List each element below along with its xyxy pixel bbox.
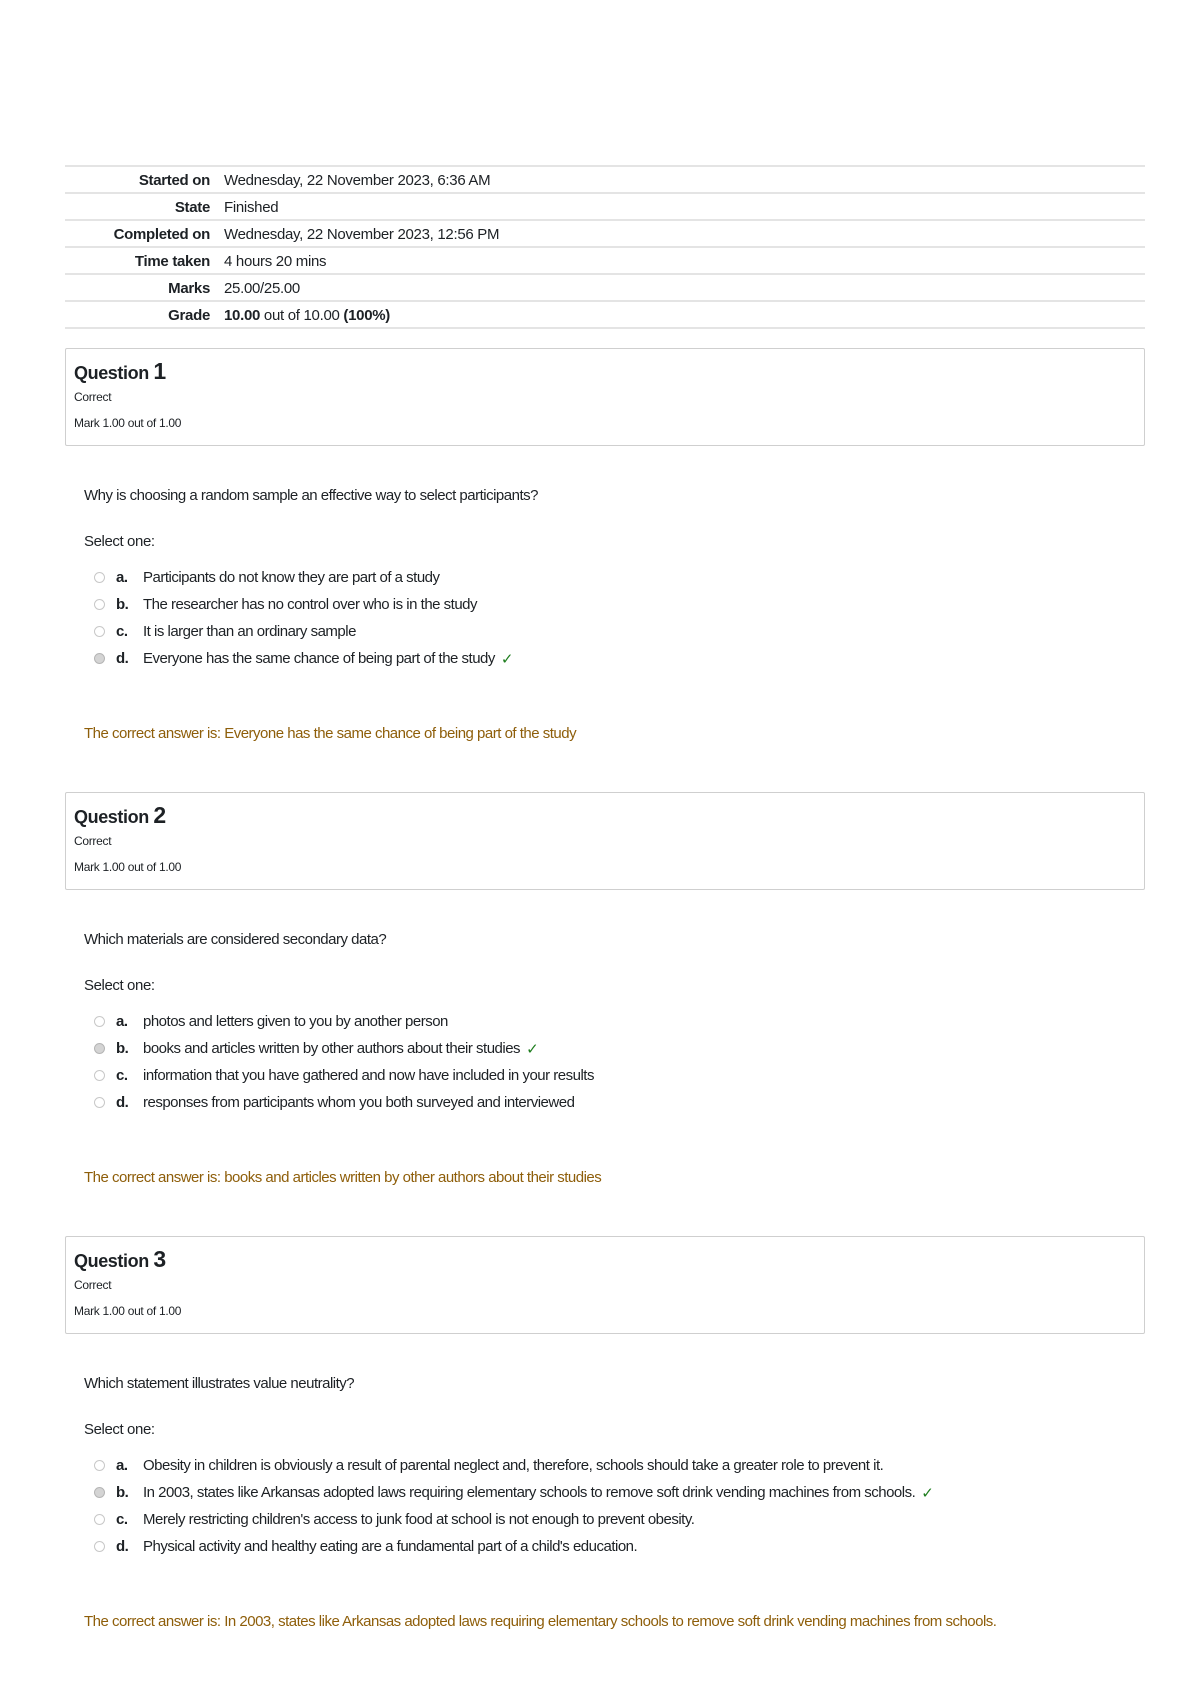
question-content [65,930,1145,1189]
answer-letter: d. [116,650,129,667]
question-label: Question [74,1251,149,1271]
answer-letter: b. [116,596,129,613]
check-icon: ✓ [526,1040,539,1058]
answer-option-b[interactable] [94,1479,1145,1506]
question-state: Correct [74,390,112,404]
answer-option-c[interactable] [94,1062,1145,1089]
answer-text: information that you have gathered and now have included in your results [143,1067,594,1084]
correct-answer-feedback: The correct answer is: Everyone has the same chance of being part of the study [84,725,577,742]
answer-option-d[interactable] [94,645,1145,672]
radio-button[interactable] [94,1097,105,1108]
answer-text: Everyone has the same chance of being part of the study [143,650,495,667]
answer-list [84,1008,1145,1116]
answer-list [84,564,1145,672]
answer-list [84,1452,1145,1560]
answer-option-a[interactable] [94,1452,1145,1479]
question-number [74,803,1136,829]
question-state: Correct [74,834,112,848]
question-1 [65,348,1145,745]
question-state: Correct [74,1278,112,1292]
answer-option-d[interactable] [94,1533,1145,1560]
question-grade: Mark 1.00 out of 1.00 [74,860,182,874]
question-grade: Mark 1.00 out of 1.00 [74,1304,182,1318]
attempt-summary-table [65,165,1145,329]
answer-letter: c. [116,1067,128,1084]
question-number [74,359,1136,385]
answer-text: books and articles written by other authors about their studies [143,1040,521,1057]
question-info [65,792,1145,890]
summary-row-state [65,193,1145,220]
radio-button[interactable] [94,1460,105,1471]
answer-letter: a. [116,1457,128,1474]
question-info [65,1236,1145,1334]
radio-button[interactable] [94,626,105,637]
question-text: Which materials are considered secondary data? [84,931,387,948]
answer-text: Merely restricting children's access to junk food at school is not enough to prevent obesity. [143,1511,695,1528]
answer-text: responses from participants whom you both surveyed and interviewed [143,1094,575,1111]
question-info [65,348,1145,446]
summary-label: Completed on [113,226,210,243]
question-num: 2 [153,802,166,828]
radio-button-selected[interactable] [94,653,105,664]
question-content [65,1374,1145,1633]
radio-button[interactable] [94,1016,105,1027]
correct-answer-feedback: The correct answer is: books and articles written by other authors about their studies [84,1169,602,1186]
summary-value: Finished [224,199,279,216]
summary-label: State [174,199,210,216]
question-text: Which statement illustrates value neutrality? [84,1375,355,1392]
answer-text: In 2003, states like Arkansas adopted laws requiring elementary schools to remove soft drink vending machines from schools. [143,1484,916,1501]
answer-letter: a. [116,1013,128,1030]
summary-row-marks [65,274,1145,301]
answer-option-a[interactable] [94,564,1145,591]
answer-text: Obesity in children is obviously a result of parental neglect and, therefore, schools should take a greater role to prevent it. [143,1457,884,1474]
answer-letter: b. [116,1484,129,1501]
summary-label: Started on [138,172,210,189]
answer-text: It is larger than an ordinary sample [143,623,356,640]
grade-score: 10.00 [224,307,261,324]
question-grade: Mark 1.00 out of 1.00 [74,416,182,430]
answer-option-c[interactable] [94,1506,1145,1533]
summary-value [224,301,1145,328]
answer-text: photos and letters given to you by another person [143,1013,448,1030]
answer-letter: d. [116,1094,129,1111]
question-text: Why is choosing a random sample an effective way to select participants? [84,487,538,504]
answer-text: The researcher has no control over who is in the study [143,596,478,613]
summary-value: 25.00/25.00 [224,280,300,297]
quiz-review-page [65,165,1145,1633]
attempt-summary [65,165,1145,329]
summary-label: Marks [168,280,210,297]
answer-option-b[interactable] [94,591,1145,618]
summary-row-completed [65,220,1145,247]
summary-value: 4 hours 20 mins [224,253,327,270]
summary-value: Wednesday, 22 November 2023, 6:36 AM [224,172,491,189]
answer-letter: d. [116,1538,129,1555]
answer-option-a[interactable] [94,1008,1145,1035]
question-label: Question [74,807,149,827]
summary-row-time-taken [65,247,1145,274]
answer-letter: b. [116,1040,129,1057]
question-content [65,486,1145,745]
question-3 [65,1236,1145,1633]
check-icon: ✓ [500,650,513,668]
select-prompt: Select one: [84,977,155,994]
question-2 [65,792,1145,1189]
answer-option-d[interactable] [94,1089,1145,1116]
radio-button-selected[interactable] [94,1487,105,1498]
summary-row-grade [65,301,1145,328]
radio-button[interactable] [94,1514,105,1525]
correct-answer-feedback: The correct answer is: In 2003, states like Arkansas adopted laws requiring elementary schools to remove soft drink vending machines from schools. [84,1613,997,1630]
radio-button-selected[interactable] [94,1043,105,1054]
answer-letter: c. [116,623,128,640]
summary-value: Wednesday, 22 November 2023, 12:56 PM [224,226,500,243]
check-icon: ✓ [921,1484,934,1502]
radio-button[interactable] [94,599,105,610]
answer-option-b[interactable] [94,1035,1145,1062]
select-prompt: Select one: [84,533,155,550]
answer-text: Physical activity and healthy eating are a fundamental part of a child's education. [143,1538,638,1555]
answer-option-c[interactable] [94,618,1145,645]
radio-button[interactable] [94,1541,105,1552]
question-num: 3 [153,1246,166,1272]
select-prompt: Select one: [84,1421,155,1438]
question-number [74,1247,1136,1273]
answer-letter: c. [116,1511,128,1528]
radio-button[interactable] [94,572,105,583]
summary-label: Time taken [134,253,210,270]
radio-button[interactable] [94,1070,105,1081]
grade-percent: (100%) [343,307,390,324]
summary-row-started [65,166,1145,193]
summary-label: Grade [168,307,210,324]
answer-text: Participants do not know they are part of a study [143,569,440,586]
grade-out-of: out of 10.00 [260,307,344,324]
question-num: 1 [153,358,166,384]
question-label: Question [74,363,149,383]
answer-letter: a. [116,569,128,586]
